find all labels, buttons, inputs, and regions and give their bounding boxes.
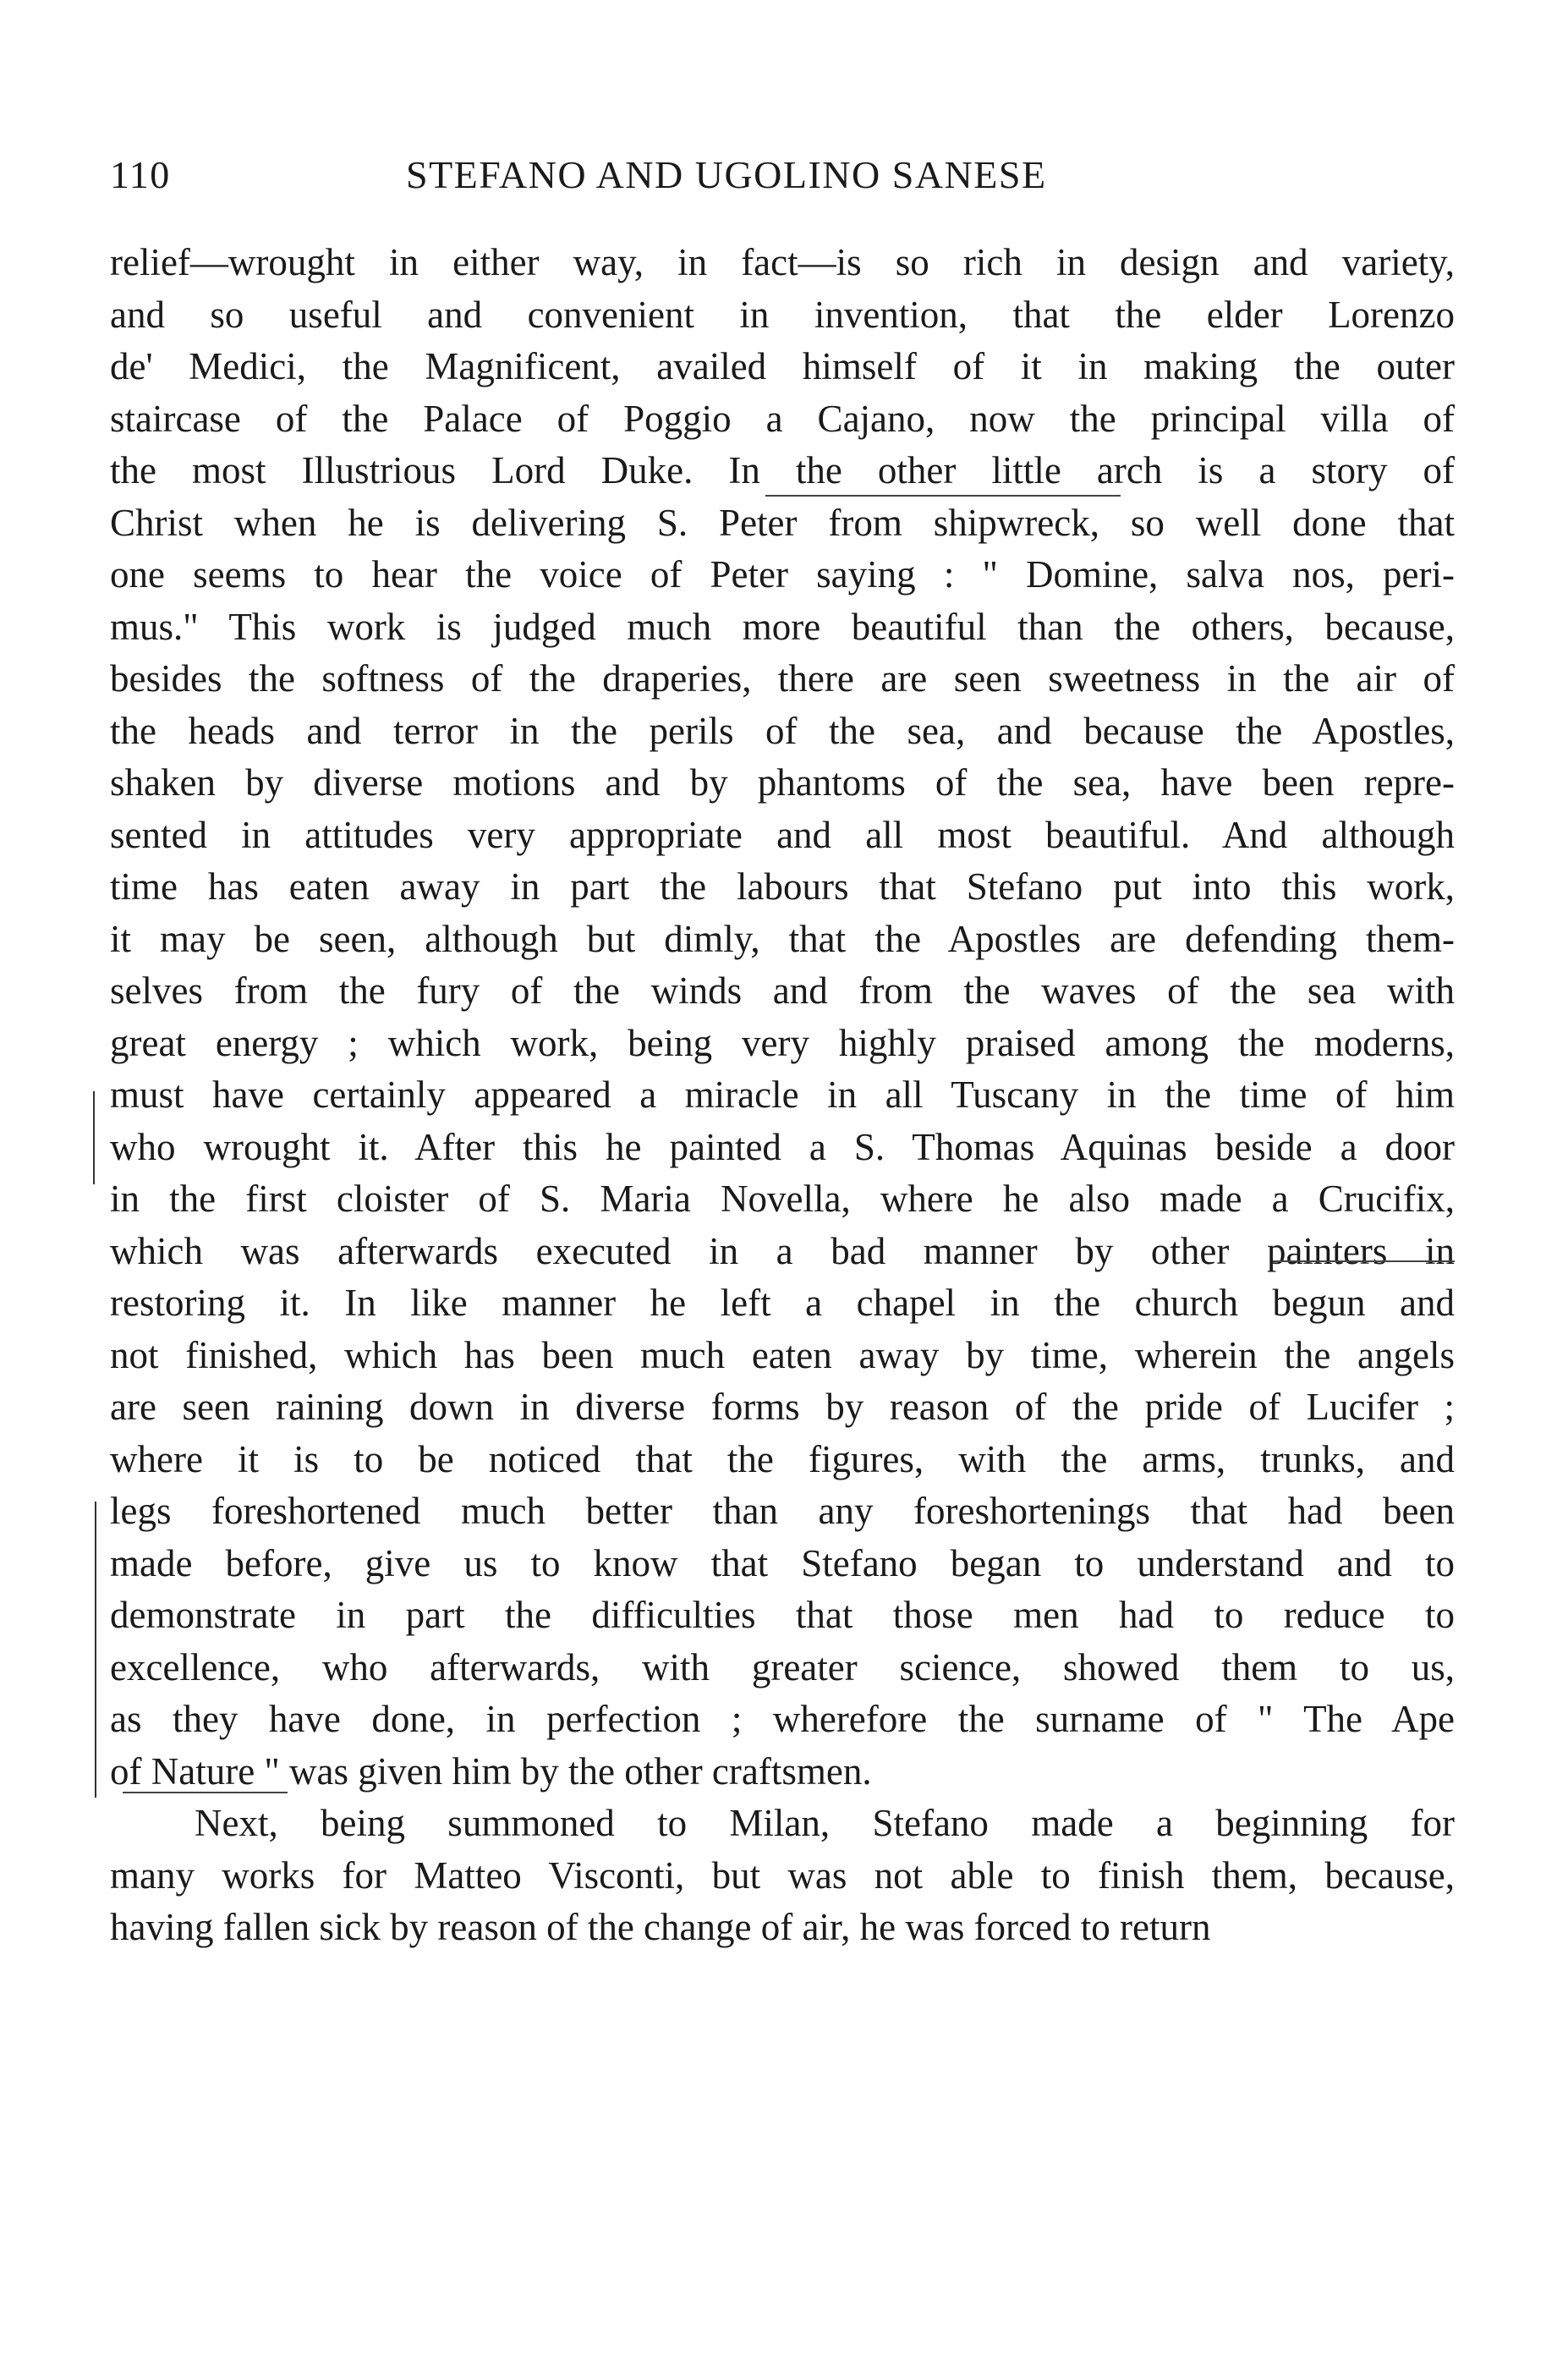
paragraph-2 xyxy=(110,1798,1455,1954)
text-line: which was afterwards executed in a bad manner by other painters in xyxy=(110,1229,1455,1272)
text-line: many works for Matteo Visconti, but was not able to finish them, because, xyxy=(110,1853,1455,1897)
text-line: Next, being summoned to Milan, Stefano made a beginning for xyxy=(195,1802,1455,1844)
text-line: excellence, who afterwards, with greater science, showed them to us, xyxy=(110,1645,1455,1688)
text-line: time has eaten away in part the labours that Stefano put into this work, xyxy=(110,865,1455,908)
text-line: not finished, which has been much eaten away by time, wherein the angels xyxy=(110,1333,1455,1376)
text-line: one seems to hear the voice of Peter saying : " Domine, salva nos, peri- xyxy=(110,553,1455,596)
paragraph-1 xyxy=(110,237,1455,1798)
text-line: restoring it. In like manner he left a chapel in the church begun and xyxy=(110,1282,1455,1324)
text-line: who wrought it. After this he painted a S. Thomas Aquinas beside a door xyxy=(110,1125,1455,1168)
running-head: STEFANO AND UGOLINO SANESE xyxy=(406,153,1047,196)
text-line: in the first cloister of S. Maria Novella, where he also made a Crucifix, xyxy=(110,1178,1455,1220)
page-header xyxy=(110,152,1455,203)
text-line: are seen raining down in diverse forms by reason of the pride of Lucifer ; xyxy=(110,1386,1455,1428)
text-line: de' Medici, the Magnificent, availed himself of it in making the outer xyxy=(110,345,1455,387)
text-line: it may be seen, although but dimly, that the Apostles are defending them- xyxy=(110,917,1455,960)
text-line: the most Illustrious Lord Duke. In the other little arch is a story of xyxy=(110,449,1455,491)
text-line: made before, give us to know that Stefano began to understand and to xyxy=(110,1541,1455,1584)
text-line: the heads and terror in the perils of the sea, and because the Apostles, xyxy=(110,709,1455,752)
text-line: sented in attitudes very appropriate and all most beautiful. And although xyxy=(110,813,1455,856)
pencil-underline-crucifix xyxy=(1273,1260,1455,1262)
text-line: must have certainly appeared a miracle in all Tuscany in the time of him xyxy=(110,1073,1455,1116)
text-line: great energy ; which work, being very highly praised among the moderns, xyxy=(110,1021,1455,1064)
text-line: and so useful and convenient in invention, that the elder Lorenzo xyxy=(110,293,1455,336)
text-line: legs foreshortened much better than any foreshortenings that had been xyxy=(110,1490,1455,1532)
pencil-underline-of-nature xyxy=(123,1792,288,1793)
text-line: shaken by diverse motions and by phantoms of the sea, have been repre- xyxy=(110,761,1455,804)
text-line: relief—wrought in either way, in fact—is so rich in design and variety, xyxy=(110,241,1455,283)
page-number: 110 xyxy=(110,153,171,196)
text-line: mus." This work is judged much more beautiful than the others, because, xyxy=(110,605,1455,648)
text-line: where it is to be noticed that the figures, with the arms, trunks, and xyxy=(110,1437,1455,1480)
text-line: of Nature " was given him by the other craftsmen. xyxy=(110,1749,872,1793)
text-line: staircase of the Palace of Poggio a Cajano, now the principal villa of xyxy=(110,397,1455,440)
text-line: selves from the fury of the winds and from the waves of the sea with xyxy=(110,969,1455,1012)
text-line: Christ when he is delivering S. Peter from shipwreck, so well done that xyxy=(110,501,1455,544)
text-line: having fallen sick by reason of the change of air, he was forced to return xyxy=(110,1906,1211,1948)
margin-pencil-mark-lower xyxy=(95,1502,96,1798)
text-line: demonstrate in part the difficulties that those men had to reduce to xyxy=(110,1594,1455,1636)
text-line: besides the softness of the draperies, there are seen sweetness in the air of xyxy=(110,657,1455,700)
margin-pencil-mark-upper xyxy=(93,1091,95,1184)
text-line: as they have done, in perfection ; wherefore the surname of " The Ape xyxy=(110,1698,1455,1740)
pencil-underline-little-arch xyxy=(765,495,1121,497)
